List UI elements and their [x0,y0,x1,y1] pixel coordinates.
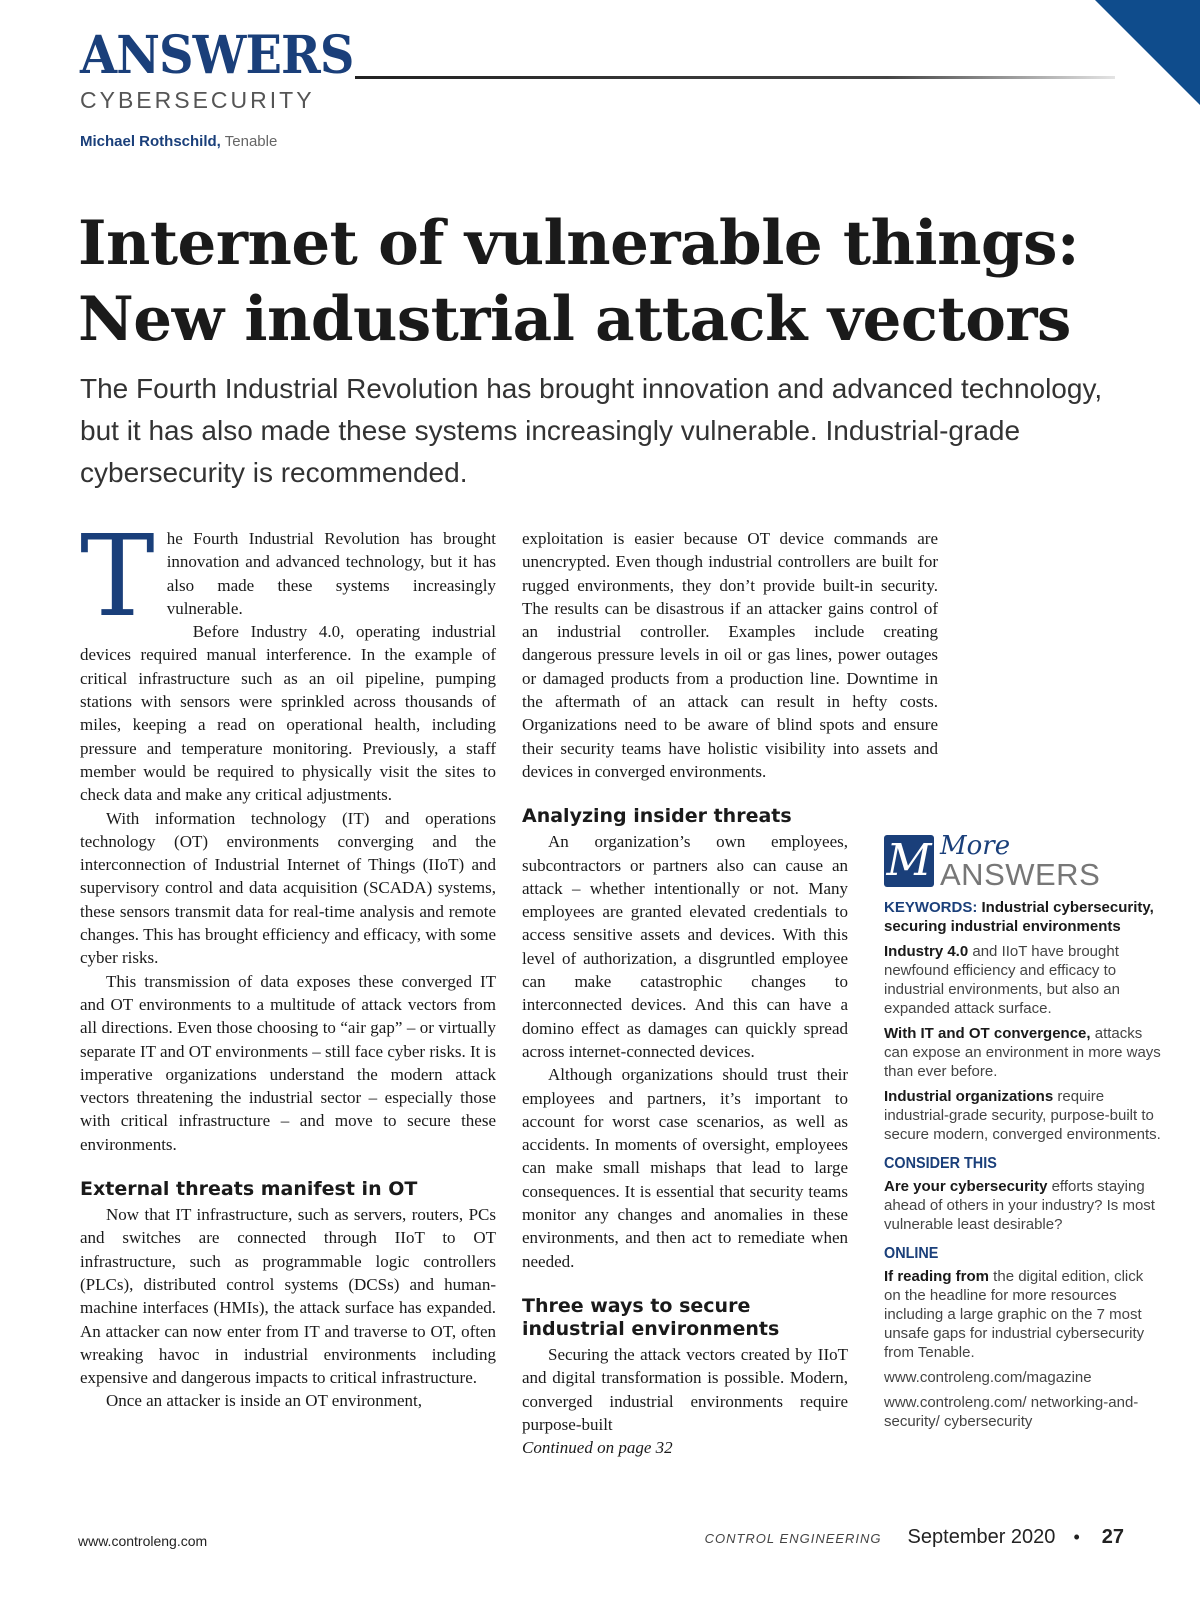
author-name: Michael Rothschild, [80,133,221,150]
header-rule [355,76,1115,79]
consider-this-heading: CONSIDER THIS [884,1155,997,1172]
footer-url[interactable]: www.controleng.com [78,1533,208,1549]
m-badge-icon: M [884,835,934,887]
cybersecurity-link[interactable]: www.controleng.com/ networking-and-security/ cybersecurity [884,1394,1139,1430]
sidebar-item: Industrial organizations require industrial-grade security, purpose-built to secure modern, converged environments. [884,1088,1161,1143]
more-answers-sidebar [884,830,1164,1437]
headline-line-1: Internet of vulnerable things: [78,208,1079,279]
keywords: KEYWORDS: Industrial cybersecurity, securing industrial environments [884,899,1154,935]
continued-link[interactable]: Continued on page 32 [522,1438,673,1458]
body-column-2 [522,527,938,1459]
paragraph: With information technology (IT) and operations technology (OT) environments converging and the interconnection of Industrial Internet of Things (IIoT) and supervisory control and data acquisition (SCADA) systems, these sensors transmit data for real-time analysis and remote changes. This has brought efficiency and efficacy, with some cyber risks. [80,808,496,968]
paragraph: Securing the attack vectors created by IIoT and digital transformation is possible. Modern, converged industrial environments require purpose-built [522,1344,848,1434]
paragraph: Before Industry 4.0, operating industrial devices required manual interference. In the example of critical infrastructure such as an oil pipeline, pumping stations with sensors were sprinkled across thousands of miles, keeping a read on operational health, including pressure and temperature monitoring. Previously, a staff member would be required to physically visit the sites to check data and make any critical adjustments. [80,622,496,805]
answers-label: ANSWERS [940,856,1101,892]
paragraph: This transmission of data exposes these converged IT and OT environments to a multitude of attack vectors from all directions. Even those choosing to “air gap” – or virtually separate IT and OT environments – still face cyber risks. It is imperative organizations understand the modern attack vectors threatening the industrial sector – especially those with critical infrastructure – and move to secure these environments. [80,971,496,1154]
answers-logo: ANSWERS [80,25,354,86]
sidebar-item: Are your cybersecurity efforts staying ahead of others in your industry? Is most vulnerable least desirable? [884,1178,1155,1233]
issue-date: September 2020 [907,1526,1056,1548]
subhead-insider-threats: Analyzing insider threats [522,805,792,828]
magazine-link[interactable]: www.controleng.com/magazine [884,1369,1092,1386]
byline [80,133,277,150]
subhead-external-threats: External threats manifest in OT [80,1178,418,1201]
paragraph-intro: The Fourth Industrial Revolution has brought innovation and advanced technology, but it has also made these systems increasingly vulnerable. [80,512,496,642]
publication-name: CONTROL ENGINEERING [704,1531,882,1546]
author-company: Tenable [224,133,278,150]
more-answers-logo [884,830,1164,892]
paragraph: Although organizations should trust their employees and partners, it’s important to account for worst case scenarios, as well as accidents. In moments of oversight, employees can make small mishaps that lead to large consequences. It is essential that security teams monitor any changes and anomalies in these environments, and then act to remediate when needed. [522,1065,848,1271]
drop-cap: T [80,512,155,642]
subhead-three-ways: Three ways to secure industrial environments [522,1294,780,1340]
paragraph: exploitation is easier because OT device commands are unencrypted. Even though industrial controllers are built for rugged environments, they don’t provide built-in security. The results can be disastrous if an attacker gains control of an industrial controller. Examples include creating dangerous pressure levels in oil or gas lines, power outages or damaged products from a production line. Downtime in the aftermath of an attack can result in hefty costs. Organizations need to be aware of blind spots and ensure their security teams have holistic visibility into assets and devices in converged environments. [522,529,938,781]
headline-line-2: New industrial attack vectors [78,284,1071,355]
article-deck: The Fourth Industrial Revolution has brought innovation and advanced technology, but it has also made these systems increasingly vulnerable. Industrial-grade cybersecurity is recommended. [80,373,1103,488]
article-headline[interactable] [78,206,1178,358]
bullet-separator: • [1073,1527,1080,1547]
online-heading: ONLINE [884,1245,939,1262]
footer-folio [705,1526,1124,1549]
section-label: CYBERSECURITY [80,87,315,113]
paragraph: Once an attacker is inside an OT environment, [106,1391,422,1411]
more-label: More [940,830,1011,861]
page-number: 27 [1101,1526,1124,1548]
body-column-1 [80,512,496,1413]
corner-accent [1095,0,1200,105]
sidebar-item: Industry 4.0 and IIoT have brought newfound efficiency and efficacy to industrial environments, but also an expanded attack surface. [884,943,1120,1017]
sidebar-item: With IT and OT convergence, attacks can expose an environment in more ways than ever before. [884,1025,1161,1080]
paragraph: An organization’s own employees, subcontractors or partners also can cause an attack – whether intentionally or not. Many employees are granted elevated credentials to access sensitive assets and devices. With this level of authorization, a disgruntled employee can make catastrophic changes to interconnected devices. And this can have a domino effect as damages can quickly spread across internet-connected devices. [522,832,848,1061]
paragraph: Now that IT infrastructure, such as servers, routers, PCs and switches are connected through IIoT to OT infrastructure, such as programmable logic controllers (PLCs), distributed control systems (DCSs) and human-machine interfaces (HMIs), the attack surface has expanded. An attacker can now enter from IT and traverse to OT, often wreaking havoc in industrial environments including expensive and dangerous impacts to critical infrastructure. [80,1205,496,1388]
sidebar-item: If reading from the digital edition, click on the headline for more resources including a large graphic on the 7 most unsafe gaps for industrial cybersecurity from Tenable. [884,1268,1145,1361]
